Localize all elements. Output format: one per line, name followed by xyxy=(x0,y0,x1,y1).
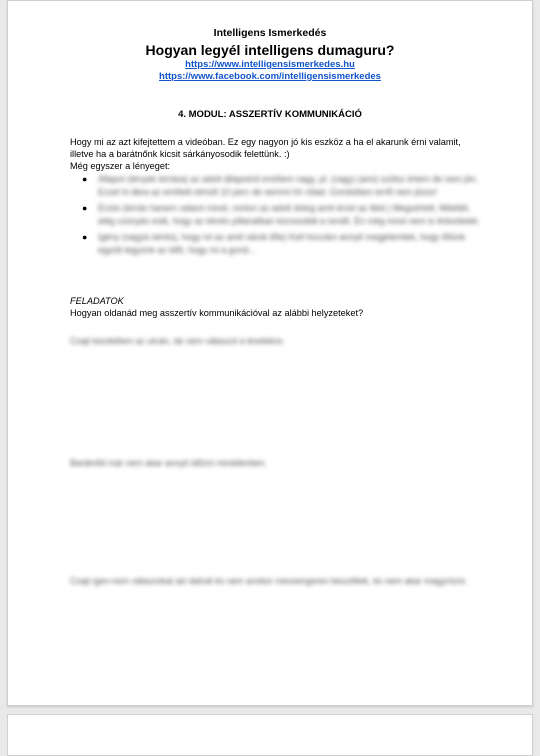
list-item xyxy=(82,173,480,198)
bullet-icon: ● xyxy=(82,203,88,213)
list-item xyxy=(82,202,480,227)
task-item: Barátnőd már nem akar annyit időzni minddenben. xyxy=(70,458,268,468)
bullet-icon: ● xyxy=(82,232,88,242)
task-item: Csajt igen-nem válaszokat ad rádnál és nem annkor messengeren beszéltek, és nem akar magyrózni. xyxy=(70,576,468,586)
list-item-text: Állapot (tények leírása) az adott állapotról említem nagy, pl. (vagy) (ami) szólsz értem de nem jön. Ezzel hi ábra az említett elmúlt 10 perc de semmi hír rólad. Gondoltam erről nem jössz! xyxy=(98,174,479,197)
facebook-link[interactable]: https://www.facebook.com/intelligensismerkedes xyxy=(159,71,381,82)
intro-summary-label: Még egyszer a lényeget: xyxy=(70,161,171,171)
website-link[interactable]: https://www.intelligensismerkedes.hu xyxy=(185,59,355,70)
list-item xyxy=(82,231,480,256)
document-title: Hogyan legyél intelligens dumaguru? xyxy=(145,42,395,58)
bullet-icon: ● xyxy=(82,174,88,184)
list-item-text: Érzés (leírás hanem valami mivel, ronton az adott dolog amit érzel az illeti.) Megsértett, féltettél, elég csúnyán esik, hogy az elmés pillanatban korosodtál a rendit. Én még most nem is értesítelek. xyxy=(98,203,480,226)
key-points-list xyxy=(82,173,480,260)
document-header xyxy=(8,27,532,83)
brand-name: Intelligens Ismerkedés xyxy=(213,27,327,39)
module-title: 4. MODUL: ASSZERTÍV KOMMUNIKÁCIÓ xyxy=(178,109,362,120)
intro-paragraph xyxy=(70,136,480,172)
tasks-heading: FELADATOK xyxy=(70,296,124,306)
intro-text: Hogy mi az azt kifejtettem a videóban. Ez egy nagyon jó kis eszköz a ha el akarunk érni valamit, illetve ha a barátnőnk kicsit sárkányosodik felettünk. :) xyxy=(70,137,461,159)
next-page xyxy=(7,714,533,756)
task-item: Csajt kezdetben az utcán, de nem válaszol a levelekre. xyxy=(70,336,285,346)
list-item-text: Igény (vagyis kérés), hogy mi az amit várok tőle) Kell hozzám annyit megjelenítek, hogy tőlünk együtt legyünk az időt, hogy mi a gond... xyxy=(98,232,466,255)
tasks-question: Hogyan oldanád meg asszertív kommunikációval az alábbi helyzeteket? xyxy=(70,308,364,318)
document-page xyxy=(7,0,533,706)
